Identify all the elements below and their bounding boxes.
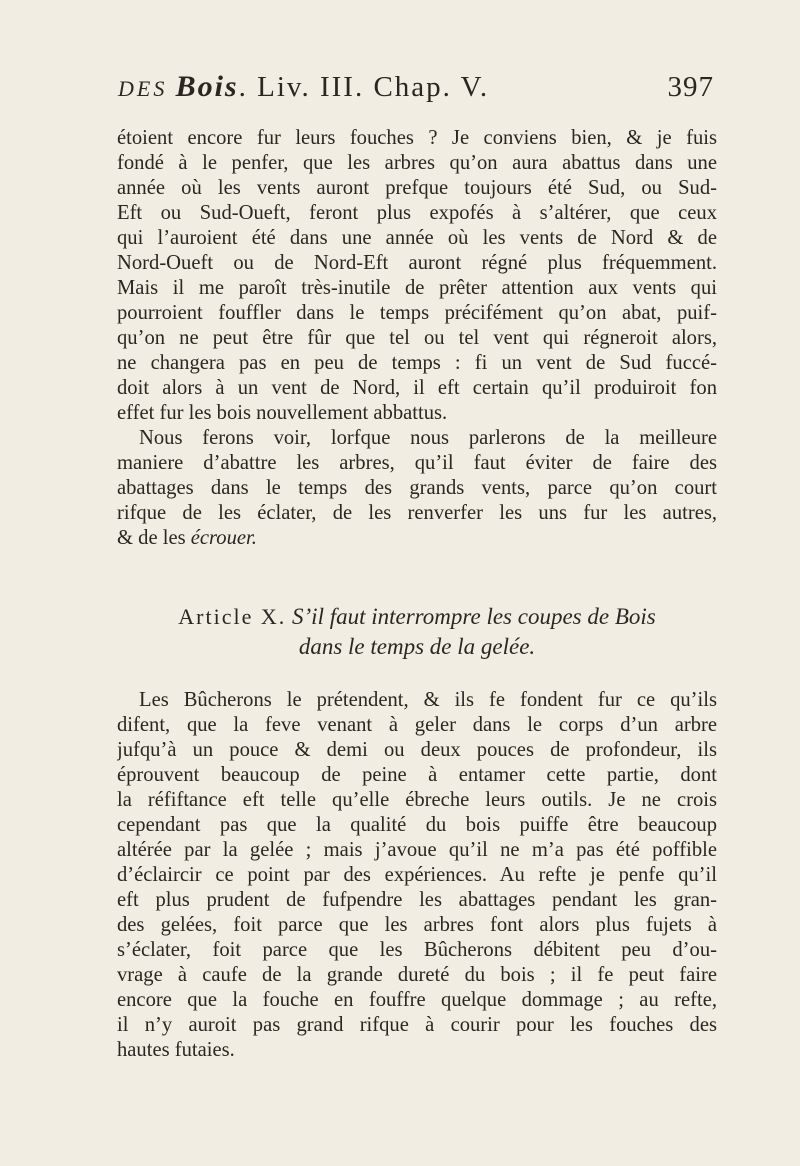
text-line: année où les vents auront prefque toujours été Sud, ou Sud- bbox=[117, 177, 717, 199]
text-line: encore que la fouche en fouffre quelque dommage ; au refte, bbox=[117, 989, 717, 1011]
running-head-title-word: Bois bbox=[175, 70, 239, 103]
text-line: étoient encore fur leurs fouches ? Je conviens bien, & je fuis bbox=[117, 127, 717, 149]
text-line: eft plus prudent de fufpendre les abattages pendant les gran- bbox=[117, 889, 717, 911]
text-line: qu’on ne peut être fûr que tel ou tel vent qui régneroit alors, bbox=[117, 327, 717, 349]
text-line: vrage à caufe de la grande dureté du bois ; il fe peut faire bbox=[117, 964, 717, 986]
text-line: s’éclater, foit parce que les Bûcherons débitent peu d’ou- bbox=[117, 939, 717, 961]
text-line: rifque de les éclater, de les renverfer les uns fur les autres, bbox=[117, 502, 717, 524]
article-heading-line1 bbox=[117, 603, 717, 631]
text-line: Nous ferons voir, lorfque nous parlerons de la meilleure bbox=[139, 427, 717, 449]
text-line: Eft ou Sud-Oueft, feront plus expofés à s’altérer, que ceux bbox=[117, 202, 717, 224]
text-line: jufqu’à un pouce & demi ou deux pouces de profondeur, ils bbox=[117, 739, 717, 761]
text-line-prefix: & de les bbox=[117, 527, 191, 549]
running-head-prefix: DES bbox=[118, 76, 168, 101]
text-line: doit alors à un vent de Nord, il eft certain qu’il produiroit fon bbox=[117, 377, 717, 399]
text-line: Mais il me paroît très-inutile de prêter attention aux vents qui bbox=[117, 277, 717, 299]
text-line: d’éclaircir ce point par des expériences. Au refte je penfe qu’il bbox=[117, 864, 717, 886]
text-line: des gelées, foit parce que les arbres font alors plus fujets à bbox=[117, 914, 717, 936]
text-line: Les Bûcherons le prétendent, & ils fe fondent fur ce qu’ils bbox=[139, 689, 717, 711]
text-line: abattages dans le temps des grands vents, parce qu’on court bbox=[117, 477, 717, 499]
text-line: pourroient fouffler dans le temps précifément qu’on abat, puif- bbox=[117, 302, 717, 324]
article-title-line2: dans le temps de la gelée. bbox=[298, 634, 536, 659]
text-line: ne changera pas en peu de temps : fi un vent de Sud fuccé- bbox=[117, 352, 717, 374]
text-line: il n’y auroit pas grand rifque à courir pour les fouches des bbox=[117, 1014, 717, 1036]
running-head bbox=[118, 70, 714, 114]
text-line: fondé à le penfer, que les arbres qu’on aura abattus dans une bbox=[117, 152, 717, 174]
text-line: qui l’auroient été dans une année où les vents de Nord & de bbox=[117, 227, 717, 249]
running-head-title bbox=[118, 70, 489, 104]
text-line: altérée par la gelée ; mais j’avoue qu’il ne m’a pas été poffible bbox=[117, 839, 717, 861]
article-heading bbox=[117, 603, 717, 661]
article-label: Article X. bbox=[178, 604, 287, 629]
text-line: la réfiftance eft telle qu’elle ébreche leurs outils. Je ne crois bbox=[117, 789, 717, 811]
text-line: effet fur les bois nouvellement abbattus. bbox=[117, 402, 448, 424]
article-title-line1: S’il faut interrompre les coupes de Bois bbox=[292, 604, 656, 629]
text-line: difent, que la feve venant à geler dans le corps d’un arbre bbox=[117, 714, 717, 736]
text-block-bottom bbox=[117, 688, 717, 1063]
text-line: éprouvent beaucoup de peine à entamer cette partie, dont bbox=[117, 764, 717, 786]
running-head-section: . Liv. III. Chap. V. bbox=[238, 71, 490, 103]
text-line: Nord-Oueft ou de Nord-Eft auront régné plus fréquemment. bbox=[117, 252, 717, 274]
text-line: cependant pas que la qualité du bois puiffe être beaucoup bbox=[117, 814, 717, 836]
text-line: maniere d’abattre les arbres, qu’il faut éviter de faire des bbox=[117, 452, 717, 474]
text-line-italic: écrouer. bbox=[190, 527, 257, 549]
text-line: hautes futaies. bbox=[117, 1039, 235, 1061]
text-block-top bbox=[117, 126, 717, 551]
page-number: 397 bbox=[667, 71, 714, 103]
text-line bbox=[117, 526, 717, 551]
